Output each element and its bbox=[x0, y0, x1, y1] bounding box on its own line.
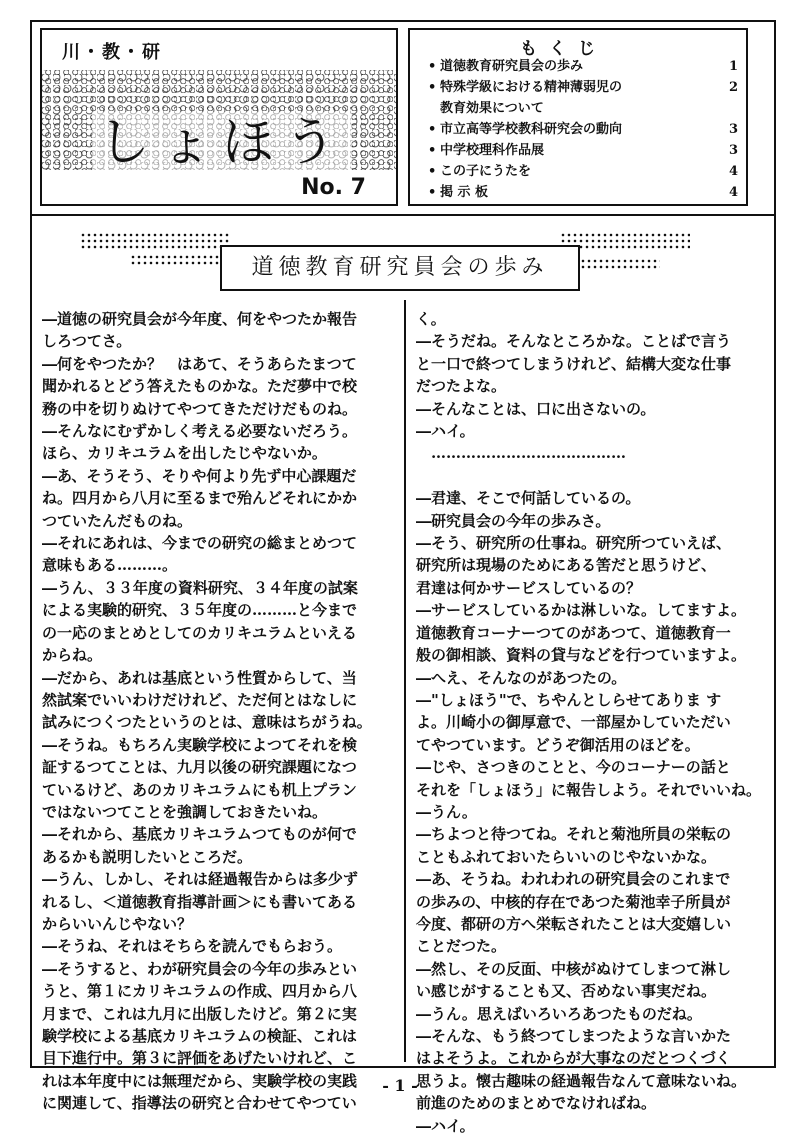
article-text-line: ―そんなにむずかしく考える必要ないだろう。 bbox=[42, 422, 358, 441]
toc-item-title bbox=[440, 140, 708, 161]
article-title: 道徳教育研究員会の歩み bbox=[220, 245, 580, 291]
toc-item-title bbox=[440, 182, 708, 203]
article-text-line: 然試案でいいわけだけれど、ただ何とはなしに bbox=[42, 690, 358, 709]
toc-item-page: 2 bbox=[728, 80, 738, 95]
article-text-line: だつたよな。 bbox=[416, 377, 507, 396]
newsletter-title: しょほう bbox=[92, 112, 352, 174]
toc-item bbox=[428, 161, 738, 182]
article-text-line: 道徳教育コーナーつてのがあつて、道徳教育一 bbox=[416, 623, 731, 642]
article-text-line: てやつています。どうぞ御活用のほどを。 bbox=[416, 735, 700, 754]
toc-item-title bbox=[440, 161, 708, 182]
column-divider bbox=[404, 300, 406, 1062]
dot-pattern-right-mid bbox=[580, 258, 660, 270]
toc-list bbox=[428, 56, 738, 203]
toc-heading: もくじ bbox=[520, 39, 607, 59]
article-text-line: れは本年度中には無理だから、実験学校の実践 bbox=[42, 1071, 358, 1090]
article-text-line: ―うん。 bbox=[416, 802, 477, 821]
article-column-right bbox=[416, 308, 762, 1137]
article-text-line: 験学校による基底カリキユラムの検証、これは bbox=[42, 1027, 357, 1045]
toc-item-title-line: この子にうたを bbox=[440, 164, 532, 179]
toc-item-title-line: 教育効果について bbox=[440, 101, 544, 116]
article-text-line: ―然し、その反面、中核がぬけてしまつて淋し bbox=[416, 959, 732, 978]
article-text-line: ているけど、あのカリキユラムにも机上プラン bbox=[42, 780, 357, 799]
article-text-line: ―そうね、それはそちらを読んでもらおう。 bbox=[42, 937, 343, 956]
toc-item-title bbox=[440, 77, 708, 119]
article-text-line: あるかも説明したいところだ。 bbox=[42, 847, 253, 866]
toc-item bbox=[428, 56, 738, 77]
article-text-line bbox=[416, 465, 756, 487]
article-text-line: ことだつた。 bbox=[416, 937, 507, 956]
article-text-line: からいいんじやない？ bbox=[42, 914, 193, 933]
toc-item-title-line: 特殊学級における精神薄弱児の bbox=[440, 80, 623, 95]
article-text-line: ―道徳の研究員会が今年度、何をやつたか報告 bbox=[42, 310, 358, 328]
article-text-line: れるし、＜道徳教育指導計画＞にも書いてある bbox=[42, 892, 358, 911]
article-text-line: ―じや、さつきのことと、今のコーナーの話と bbox=[416, 758, 731, 777]
dot-pattern-left-top bbox=[80, 232, 230, 250]
toc-bullet: • bbox=[428, 143, 437, 158]
article-text-line: つていたんだものね。 bbox=[42, 511, 193, 530]
article-text-line: ―あ、そうそう、そりや何より先ず中心課題だ bbox=[42, 466, 357, 485]
toc-item-page: 3 bbox=[728, 143, 738, 158]
article-text-line: 前進のためのまとめでなければね。 bbox=[416, 1094, 657, 1113]
article-text-line: ―そうすると、わが研究員会の今年の歩みとい bbox=[42, 959, 358, 978]
article-text-line: はよそうよ。これからが大事なのだとつくづく bbox=[416, 1049, 731, 1068]
article-text-line: ―そう、研究所の仕事ね。研究所つていえば、 bbox=[416, 534, 732, 553]
article-text-line: ―あ、そうね。われわれの研究員会のこれまで bbox=[416, 870, 731, 889]
article-text-line: 証するつてことは、九月以後の研究課題になつ bbox=[42, 758, 357, 777]
article-text-line: うと、第１にカリキユラムの作成、四月から八 bbox=[42, 982, 357, 1001]
article-text-line: に関連して、指導法の研究と合わせてやつてい bbox=[42, 1094, 357, 1113]
article-text-line: による実験的研究、３５年度の………と今まで bbox=[42, 601, 358, 620]
toc-item bbox=[428, 119, 738, 140]
article-text-line: ―うん、しかし、それは経過報告からは多少ず bbox=[42, 870, 358, 889]
article-text-line: ―"しょほう"で、ちやんとしらせてありま す bbox=[416, 690, 722, 709]
toc-item-title-line: 市立高等学校教科研究会の動向 bbox=[440, 122, 623, 137]
toc-item bbox=[428, 182, 738, 203]
toc-bullet: • bbox=[428, 122, 437, 137]
article-text-line: ―何をやつたか？ はあて、そうあらたまつて bbox=[42, 354, 357, 373]
toc-item-page: 4 bbox=[728, 164, 738, 179]
article-text-line: の歩みの、中核的存在であつた菊池幸子所員が bbox=[416, 892, 731, 911]
article-text-line: 君達は何かサービスしているの？ bbox=[416, 578, 642, 597]
toc-bullet: • bbox=[428, 185, 437, 200]
toc-item bbox=[428, 77, 738, 119]
article-text-line: ―だから、あれは基底という性質からして、当 bbox=[42, 668, 357, 687]
article-text-line: 研究所は現場のためにある筈だと思うけど、 bbox=[416, 556, 717, 575]
article-text-line: ―そんな、もう終つてしまつたような言いかた bbox=[416, 1027, 732, 1045]
article-text-line: よ。川崎小の御厚意で、一部屋かしていただい bbox=[416, 713, 731, 732]
article-text-line: 般の御相談、資料の貸与などを行つていますよ。 bbox=[416, 646, 747, 665]
article-text-line: 務の中を切りぬけてやつてきただけだものね。 bbox=[42, 399, 358, 418]
article-text-line: しろつてさ。 bbox=[42, 332, 132, 351]
article-text-line: 意味もある………。 bbox=[42, 556, 178, 575]
article-text-line: ―それにあれは、今までの研究の総まとめつて bbox=[42, 534, 358, 553]
article-text-line: ―へえ、そんなのがあつたの。 bbox=[416, 668, 627, 687]
article-text-line: ね。四月から八月に至るまで殆んどそれにかか bbox=[42, 489, 358, 508]
table-of-contents bbox=[408, 28, 748, 206]
article-text-line: こともふれておいたらいいのじやないかな。 bbox=[416, 847, 717, 866]
article-text-line: ―ハイ。 bbox=[416, 1116, 475, 1135]
article-column-left bbox=[42, 308, 402, 1115]
article-text-line: ―そうだね。そんなところかな。ことばで言う bbox=[416, 332, 732, 351]
article-text-line: ―そんなことは、口に出さないの。 bbox=[416, 399, 656, 418]
article-text-line: ではないつてことを強調しておきたいね。 bbox=[42, 802, 328, 821]
series-name: 川・教・研 bbox=[62, 42, 162, 63]
masthead bbox=[40, 28, 398, 206]
article-text-line: ―ハイ。 bbox=[416, 422, 475, 441]
article-text-line: ………………………………… bbox=[416, 444, 627, 463]
toc-bullet: • bbox=[428, 164, 437, 179]
article-text-line: と一口で終つてしまうけれど、結構大変な仕事 bbox=[416, 354, 732, 373]
article-text-line: い感じがすることも又、否めない事実だね。 bbox=[416, 982, 717, 1001]
article-text-line: からね。 bbox=[42, 646, 103, 665]
header-divider bbox=[30, 214, 776, 216]
article-text-line: く。 bbox=[416, 310, 446, 328]
toc-item-title-line: 掲 示 板 bbox=[440, 185, 489, 200]
toc-bullet: • bbox=[428, 59, 437, 74]
article-text-line: ―君達、そこで何話しているの。 bbox=[416, 489, 641, 508]
article-text-line: ―ちよつと待つてね。それと菊池所員の栄転の bbox=[416, 825, 732, 844]
article-text-line: ―そうね。もちろん実験学校によつてそれを検 bbox=[42, 735, 358, 754]
toc-bullet: • bbox=[428, 80, 437, 95]
toc-item-title-line: 中学校理科作品展 bbox=[440, 143, 545, 158]
article-text-line: ―研究員会の今年の歩みさ。 bbox=[416, 511, 611, 530]
article-text-line: それを「しょほう」に報告しよう。それでいいね。 bbox=[416, 780, 762, 799]
article-text-line: 月まで、これは九月に出版したけど。第２に実 bbox=[42, 1004, 357, 1023]
article-text-line: 今度、都研の方へ栄転されたことは大変嬉しい bbox=[416, 914, 732, 933]
article-text-line: 聞かれるとどう答えたものかな。ただ夢中で校 bbox=[42, 377, 358, 396]
toc-item-title bbox=[440, 56, 708, 77]
toc-item-page: 3 bbox=[728, 122, 738, 137]
article-text-line: 試みにつくつたというのとは、意味はちがうね。 bbox=[42, 713, 372, 732]
article-text-line: ―うん、３３年度の資料研究、３４年度の試案 bbox=[42, 578, 358, 597]
toc-item-page: 1 bbox=[728, 59, 738, 74]
toc-item-title bbox=[440, 119, 708, 140]
article-text-line: ほら、カリキユラムを出したじやないか。 bbox=[42, 444, 327, 463]
dot-pattern-left-mid bbox=[130, 254, 220, 266]
article-text-line: の一応のまとめとしてのカリキユラムといえる bbox=[42, 623, 357, 642]
issue-number: No. 7 bbox=[301, 175, 366, 200]
article-text-line: 目下進行中。第３に評価をあげたいけれど、こ bbox=[42, 1049, 358, 1068]
article-text-line: ―うん。思えばいろいろあつたものだね。 bbox=[416, 1004, 702, 1023]
toc-item-title-line: 道徳教育研究員会の歩み bbox=[440, 59, 584, 74]
article-text-line: 思うよ。懐古趣味の経過報告なんて意味ないね。 bbox=[416, 1071, 747, 1090]
toc-item bbox=[428, 140, 738, 161]
article-text-line: ―それから、基底カリキユラムつてものが何で bbox=[42, 825, 357, 844]
page-number: - 1 - bbox=[382, 1076, 418, 1095]
toc-item-page: 4 bbox=[728, 185, 738, 200]
article-text-line: ―サービスしているかは淋しいな。してますよ。 bbox=[416, 601, 747, 620]
